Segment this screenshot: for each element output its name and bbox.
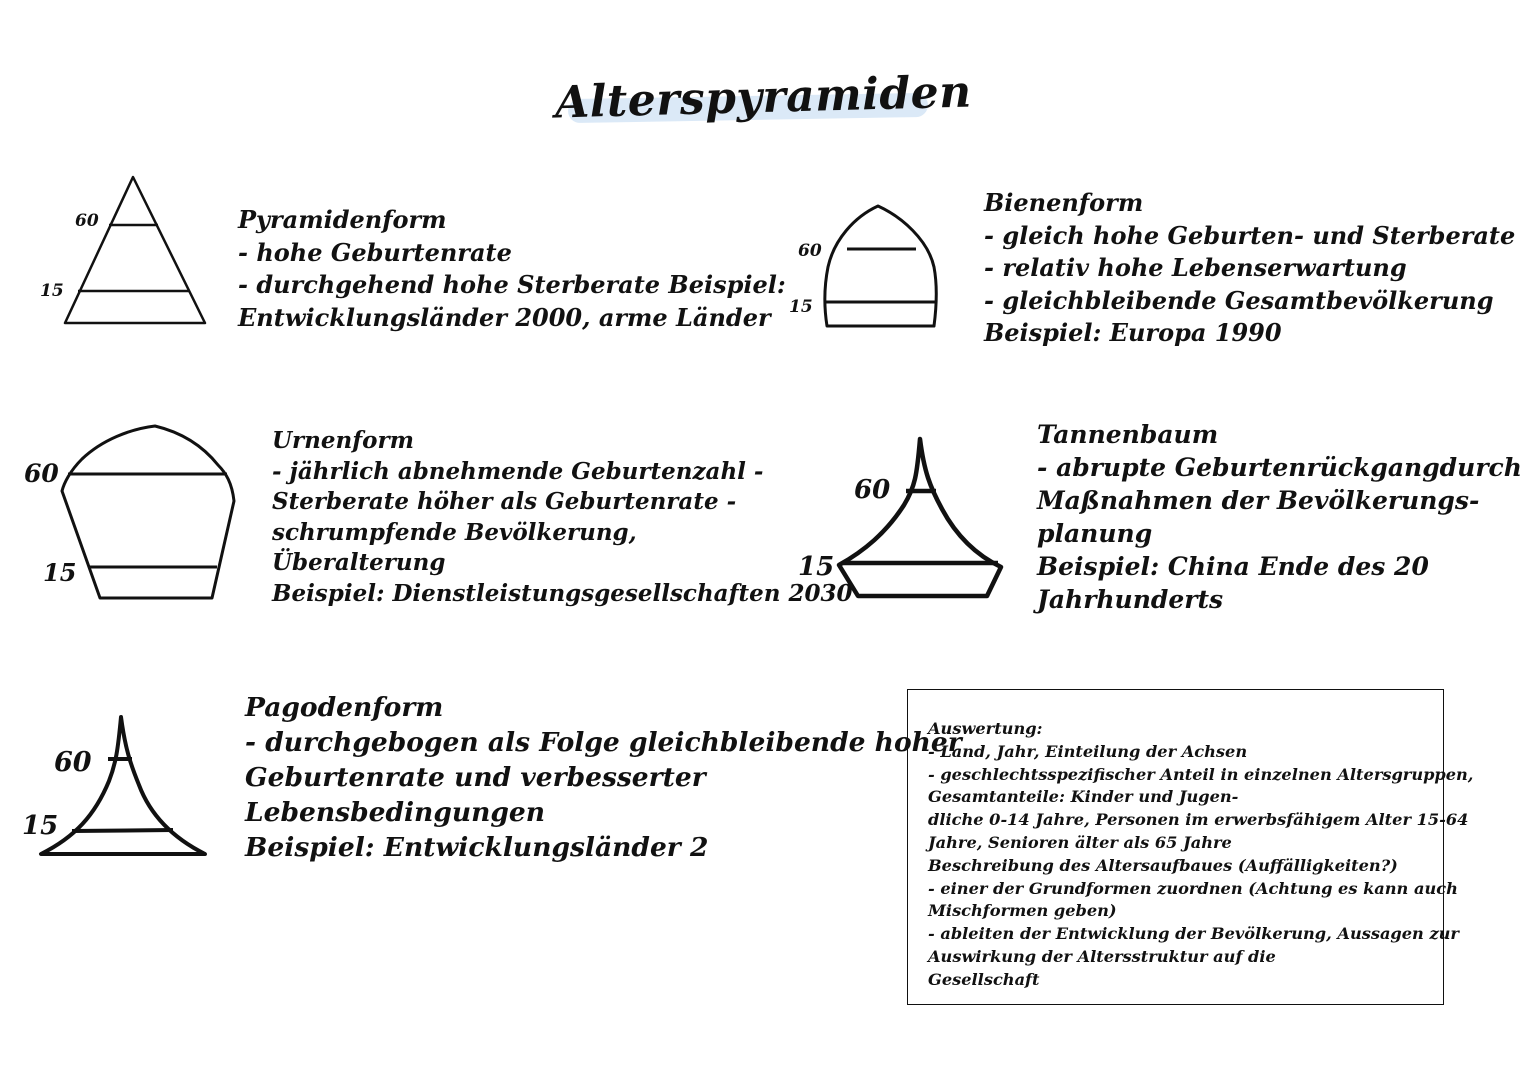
urnenform-line: - jährlich abnehmende Geburtenzahl - xyxy=(272,457,764,485)
urnen-label-60: 60 xyxy=(24,459,59,488)
pagodenform-line: Beispiel: Entwicklungsländer 2 xyxy=(245,832,709,863)
bienen-label-15: 15 xyxy=(789,297,813,317)
tannenbaum-line: Beispiel: China Ende des 20 xyxy=(1037,552,1429,581)
bienenform-line: - gleichbleibende Gesamtbevölkerung xyxy=(984,285,1494,315)
auswertung-line: Gesellschaft xyxy=(928,969,1040,989)
title-container xyxy=(0,66,1527,129)
auswertung-line: dliche 0-14 Jahre, Personen im erwerbsfähigem Alter 15-64 xyxy=(928,810,1469,830)
auswertung-line: Beschreibung des Altersaufbaues (Auffälligkeiten?) xyxy=(928,855,1398,875)
bienenform-heading: Bienenform xyxy=(984,188,1144,217)
bienenform-line: Beispiel: Europa 1990 xyxy=(984,318,1282,347)
bienenform-line: - relativ hohe Lebenserwartung xyxy=(984,253,1407,282)
urnenform-heading: Urnenform xyxy=(272,427,414,454)
auswertung-line: Auswirkung der Altersstruktur auf die xyxy=(928,946,1276,966)
tannenbaum-outline xyxy=(839,439,1001,596)
pagodenform-line: Lebensbedingungen xyxy=(245,797,546,828)
pagoden-label-60: 60 xyxy=(54,747,92,778)
auswertung-line: Mischformen geben) xyxy=(928,901,1117,921)
bienenform-diagram xyxy=(780,195,960,340)
pagoden-line-15 xyxy=(72,830,173,831)
page-title: Alterspyramiden xyxy=(554,66,973,129)
pagoden-outline xyxy=(41,717,205,854)
pyramidenform-diagram xyxy=(20,160,220,340)
bienen-label-60: 60 xyxy=(798,241,822,261)
urnenform-text xyxy=(272,426,852,609)
pyramid-label-15: 15 xyxy=(40,281,64,301)
pyramidenform-line: Entwicklungsländer 2000, arme Länder xyxy=(238,302,771,332)
tannenbaum-label-60: 60 xyxy=(854,475,891,505)
pyramidenform-heading: Pyramidenform xyxy=(238,205,447,234)
pagoden-label-15: 15 xyxy=(22,811,59,841)
tannenbaum-text xyxy=(1037,418,1522,616)
pagodenform-line: - durchgebogen als Folge gleichbleibende hoher xyxy=(245,727,962,758)
urnenform-line: Beispiel: Dienstleistungsgesellschaften 2030 xyxy=(272,579,853,607)
auswertung-line: - ableiten der Entwicklung der Bevölkerung, Aussagen zur xyxy=(928,924,1459,944)
bienen-outline xyxy=(825,206,936,326)
pyramidenform-text xyxy=(238,204,786,334)
pyramid-outline xyxy=(65,177,205,323)
auswertung-box xyxy=(907,689,1474,1005)
auswertung-line: - Land, Jahr, Einteilung der Achsen xyxy=(928,741,1248,761)
pagodenform-line: Geburtenrate und verbesserter xyxy=(245,762,706,793)
pagodenform-heading: Pagodenform xyxy=(245,692,444,723)
tannenbaum-line: planung xyxy=(1037,519,1153,548)
bienenform-line: - gleich hohe Geburten- und Sterberate xyxy=(984,220,1516,250)
bienenform-text xyxy=(984,187,1515,350)
tannenbaum-label-15: 15 xyxy=(798,552,835,582)
pyramidenform-line: - durchgehend hohe Sterberate Beispiel: xyxy=(238,270,786,299)
urnenform-line: schrumpfende Bevölkerung, xyxy=(272,518,637,546)
auswertung-line: - einer der Grundformen zuordnen (Achtung es kann auch xyxy=(928,878,1458,898)
tannenbaum-line: Maßnahmen der Bevölkerungs- xyxy=(1037,486,1480,515)
pagodenform-diagram xyxy=(15,705,215,865)
pyramidenform-line: - hohe Geburtenrate xyxy=(238,237,512,267)
urnenform-diagram xyxy=(20,415,250,615)
urnenform-line: Überalterung xyxy=(272,549,446,576)
pagodenform-text xyxy=(245,690,962,865)
tannenbaum-line: - abrupte Geburtenrückgangdurch xyxy=(1037,453,1522,482)
urnen-label-15: 15 xyxy=(43,558,77,587)
tannenbaum-diagram xyxy=(790,425,1015,610)
auswertung-line: Jahre, Senioren älter als 65 Jahre xyxy=(928,832,1232,852)
urnen-outline xyxy=(62,426,234,598)
urnenform-line: Sterberate höher als Geburtenrate - xyxy=(272,488,737,515)
auswertung-line: - geschlechtsspezifischer Anteil in einzelnen Altersgruppen, xyxy=(928,764,1474,784)
tannenbaum-line: Jahrhunderts xyxy=(1037,585,1224,614)
pyramid-label-60: 60 xyxy=(75,211,99,231)
auswertung-heading: Auswertung: xyxy=(928,719,1043,738)
auswertung-line: Gesamtanteile: Kinder und Jugen- xyxy=(928,787,1239,807)
tannenbaum-heading: Tannenbaum xyxy=(1037,420,1219,449)
